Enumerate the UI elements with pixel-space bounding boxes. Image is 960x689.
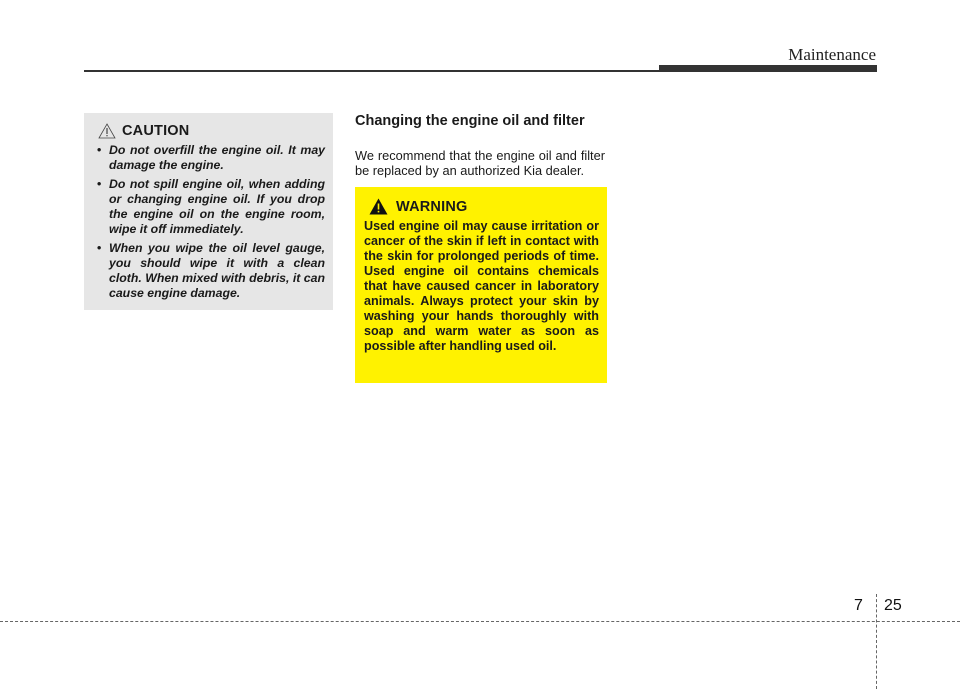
warning-triangle-filled-icon	[369, 198, 388, 215]
page-header-title: Maintenance	[788, 45, 876, 64]
caution-list	[93, 143, 325, 301]
caution-item: • When you wipe the oil level gauge, you should wipe it with a clean cloth. When mixed with debris, it can cause engine damage.	[93, 241, 325, 301]
header-rule-thick	[659, 65, 877, 72]
section-title: Changing the engine oil and filter	[355, 113, 585, 129]
footer-divider	[876, 594, 877, 689]
caution-item: • Do not overfill the engine oil. It may damage the engine.	[93, 143, 325, 173]
warning-heading	[369, 198, 599, 215]
caution-item: • Do not spill engine oil, when adding or changing engine oil. If you drop the engine oil on the engine room, wipe it off immediately.	[93, 177, 325, 237]
section-body: We recommend that the engine oil and filter be replaced by an authorized Kia dealer.	[355, 147, 605, 178]
caution-title: CAUTION	[122, 123, 190, 139]
page-number: 25	[884, 597, 902, 614]
caution-box	[84, 113, 333, 310]
warning-box	[355, 187, 607, 383]
header-rule-thin	[84, 70, 659, 72]
warning-body: Used engine oil may cause irritation or cancer of the skin if left in contact with the skin for prolonged periods of time. Used engine oil contains chemicals that have caused cancer in laboratory animals. Always protect your skin by washing your hands thoroughly with soap and warm water as soon as possible after handling used oil.	[364, 219, 599, 353]
page-chapter-number: 7	[854, 597, 863, 614]
warning-title: WARNING	[396, 198, 468, 215]
warning-triangle-outline-icon	[98, 123, 116, 139]
footer-rule	[0, 621, 960, 622]
caution-heading	[98, 123, 325, 139]
